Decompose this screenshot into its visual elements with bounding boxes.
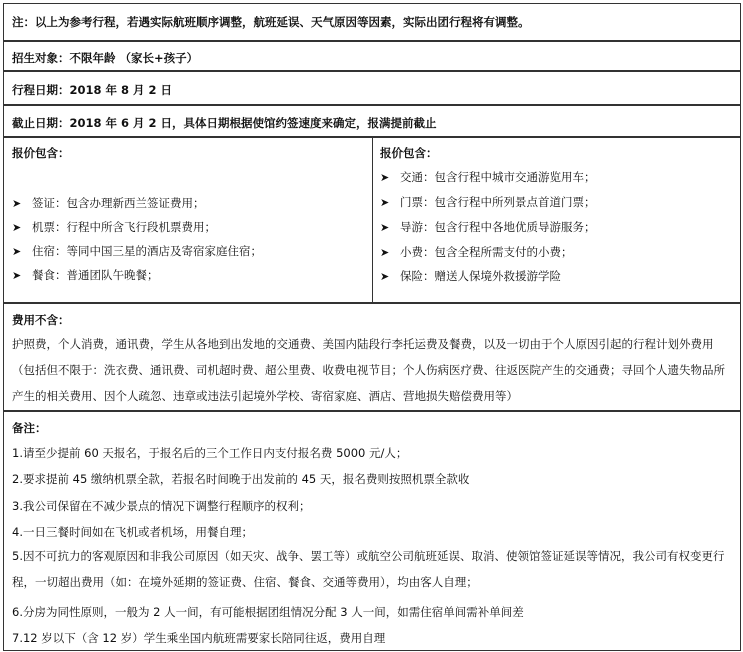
list-item: 5.因不可抗力的客观原因和非我公司原因（如天灾、战争、罢工等）或航空公司航班延误、取消、使领馆签证延误等情况，我公司有权变更行程，一切超出费用（如：在境外延期的签证费、住宿、餐食、交通等费用），均由客人自理；	[12, 549, 725, 589]
note-text: 注：以上为参考行程，若遇实际航班顺序调整，航班延误、天气原因等因素，实际出团行程将有调整。	[12, 15, 530, 29]
trip-date-row	[3, 71, 741, 105]
list-item: 4.一日三餐时间如在飞机或者机场，用餐自理；	[12, 525, 253, 539]
list-item: ➤ 住宿：等同中国三星的酒店及寄宿家庭住宿；	[12, 244, 262, 258]
arrow-bullet-icon: ➤	[380, 246, 390, 259]
list-item: 1.请至少提前 60 天报名，于报名后的三个工作日内支付报名费 5000 元/人；	[12, 446, 408, 460]
excludes-row	[3, 303, 741, 411]
list-item: 3.我公司保留在不减少景点的情况下调整行程顺序的权利；	[12, 499, 311, 513]
list-item: ➤ 餐食：普通团队午晚餐；	[12, 268, 159, 282]
note-row	[3, 3, 741, 41]
trip-date-text: 行程日期：2018 年 8 月 2 日	[12, 83, 173, 97]
arrow-bullet-icon: ➤	[12, 221, 22, 234]
arrow-bullet-icon: ➤	[380, 221, 390, 234]
list-item: ➤ 导游：包含行程中各地优质导游服务；	[380, 220, 596, 234]
deadline-text: 截止日期：2018 年 6 月 2 日，具体日期根据使馆约签速度来确定，报满提前截止	[12, 116, 437, 130]
includes-left-heading: 报价包含：	[12, 146, 70, 160]
list-item: 2.要求提前 45 缴纳机票全款，若报名时间晚于出发前的 45 天，报名费则按照机票全款收	[12, 472, 470, 486]
arrow-bullet-icon: ➤	[380, 270, 390, 283]
list-item: ➤ 交通：包含行程中城市交通游览用车；	[380, 170, 596, 184]
remarks-heading: 备注：	[12, 421, 47, 435]
deadline-row	[3, 105, 741, 137]
list-item: ➤ 签证：包含办理新西兰签证费用；	[12, 196, 205, 210]
list-item: ➤ 门票：包含行程中所列景点首道门票；	[380, 195, 596, 209]
arrow-bullet-icon: ➤	[12, 197, 22, 210]
recruit-row	[3, 41, 741, 71]
arrow-bullet-icon: ➤	[380, 171, 390, 184]
arrow-bullet-icon: ➤	[12, 245, 22, 258]
arrow-bullet-icon: ➤	[380, 196, 390, 209]
list-item: ➤ 机票：行程中所含飞行段机票费用；	[12, 220, 216, 234]
list-item: ➤ 保险：赠送人保境外救援游学险	[380, 269, 561, 283]
includes-left-column	[4, 138, 373, 302]
includes-right-heading: 报价包含：	[380, 146, 438, 160]
list-item: 7.12 岁以下（含 12 岁）学生乘坐国内航班需要家长陪同往返，费用自理	[12, 631, 386, 645]
includes-row	[3, 137, 741, 303]
list-item: 6.分房为同性原则，一般为 2 人一间，有可能根据团组情况分配 3 人一间，如需住宿单间需补单间差	[12, 605, 524, 619]
excludes-heading: 费用不含：	[12, 313, 70, 327]
includes-right-column	[373, 138, 740, 302]
list-item: ➤ 小费：包含全程所需支付的小费；	[380, 245, 573, 259]
remarks-row	[3, 411, 741, 651]
arrow-bullet-icon: ➤	[12, 269, 22, 282]
excludes-body: 护照费，个人消费，通讯费，学生从各地到出发地的交通费、美国内陆段行李托运费及餐费，以及一切由于个人原因引起的行程计划外费用（包括但不限于：洗衣费、通讯费、司机超时费、超公里费、收费电视节目；个人伤病医疗费、往返医院产生的交通费；寻回个人遗失物品所产生的相关费用、因个人疏忽、违章或违法引起境外学校、寄宿家庭、酒店、营地损失赔偿费用等）	[12, 337, 725, 403]
recruit-text: 招生对象：不限年龄 （家长+孩子）	[12, 51, 199, 65]
